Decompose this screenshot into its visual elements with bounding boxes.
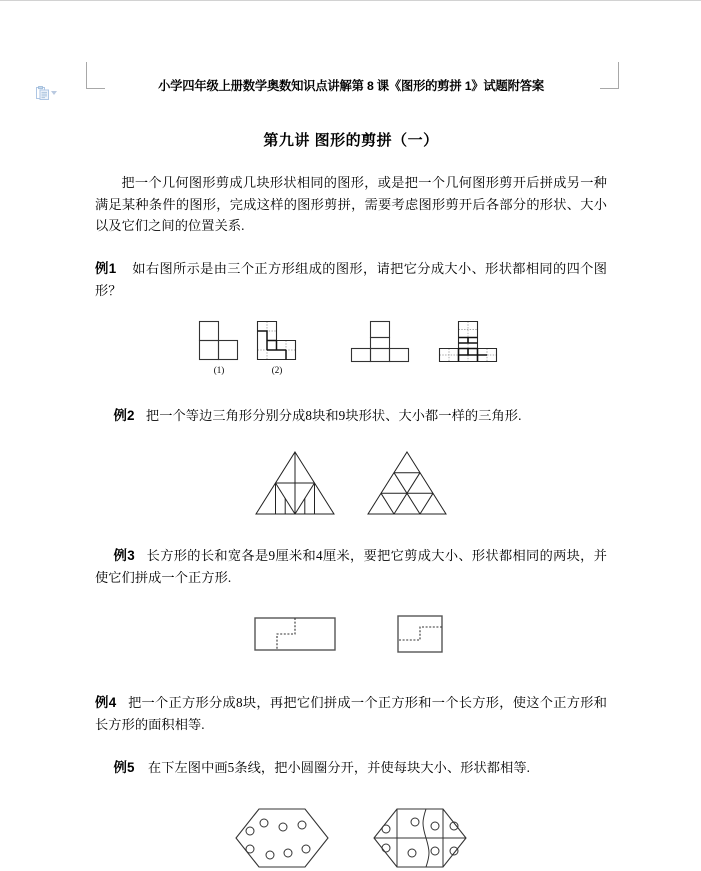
window-top-rule — [0, 0, 701, 1]
figure-1-3 — [343, 319, 417, 375]
example-5-paragraph — [95, 757, 607, 779]
document-body — [95, 78, 607, 871]
example-5-text: 在下左图中画5条线，把小圆圈分开，并使每块大小、形状都相等. — [147, 760, 531, 776]
clipboard-paste-icon — [36, 86, 49, 100]
example-3-paragraph — [95, 545, 607, 588]
l-tromino-divided-svg — [255, 319, 299, 365]
equilateral-triangle-8-parts-svg — [253, 449, 337, 517]
example-2-text: 把一个等边三角形分别分成8块和9块形状、大小都一样的三角形. — [145, 408, 522, 424]
example-2-paragraph — [95, 405, 607, 427]
example-2-label: 例2 — [113, 408, 135, 424]
example-3-label: 例3 — [113, 548, 135, 564]
figure-3-2 — [390, 612, 450, 656]
chevron-down-icon[interactable] — [51, 91, 57, 95]
example-1-paragraph — [95, 258, 607, 301]
intro-paragraph: 把一个几何图形剪成几块形状相同的图形，或是把一个几何图形剪开后拼成另一种满足某种条件的图形，完成这样的图形剪拼，需要考虑图形剪开后各部分的形状、大小以及它们之间的位置关系. — [95, 175, 607, 233]
figure-1-2-caption: (2) — [271, 365, 283, 376]
figure-5-2 — [370, 805, 470, 871]
example-1-label: 例1 — [95, 261, 117, 277]
rectangle-step-cut-svg — [252, 612, 338, 656]
hexagon-circles-divided-svg — [370, 805, 470, 871]
document-title: 小学四年级上册数学奥数知识点讲解第 8 课《图形的剪拼 1》试题附答案 — [158, 79, 544, 93]
figure-5-1 — [232, 805, 332, 871]
t-shape-divided-svg — [431, 319, 505, 365]
figure-3-1 — [252, 612, 338, 656]
figure-1-1-caption: (1) — [213, 365, 225, 376]
example-4-text: 把一个正方形分成8块，再把它们拼成一个正方形和一个长方形，使这个正方形和长方形的面积相等. — [95, 695, 607, 732]
equilateral-triangle-9-parts-svg — [365, 449, 449, 517]
example-1-text: 如右图所示是由三个正方形组成的图形，请把它分成大小、形状都相同的四个图形？ — [95, 261, 607, 299]
figure-1-3-caption — [379, 366, 381, 375]
square-step-cut-svg — [390, 612, 450, 656]
lecture-heading: 第九讲 图形的剪拼（一） — [263, 132, 439, 150]
figure-2-1 — [253, 449, 337, 517]
example-4-label: 例4 — [95, 695, 117, 711]
example-5-label: 例5 — [113, 760, 135, 776]
example-3-figures — [95, 612, 607, 656]
figure-1-2 — [255, 319, 299, 375]
example-3-text: 长方形的长和宽各是9厘米和4厘米，要把它剪成大小、形状都相同的两块，并使它们拼成一个正方形. — [95, 548, 607, 585]
figure-1-1 — [197, 319, 241, 375]
figure-1-4-caption — [467, 366, 469, 375]
example-2-figures — [95, 449, 607, 517]
hexagon-circles-plain-svg — [232, 805, 332, 871]
example-4-paragraph — [95, 692, 607, 735]
l-tromino-plain-svg — [197, 319, 241, 365]
figure-2-2 — [365, 449, 449, 517]
example-5-figures — [95, 805, 607, 871]
t-shape-plain-svg — [343, 319, 417, 365]
figure-1-4 — [431, 319, 505, 375]
example-1-figures — [95, 319, 607, 375]
paste-options-button[interactable] — [36, 86, 57, 100]
